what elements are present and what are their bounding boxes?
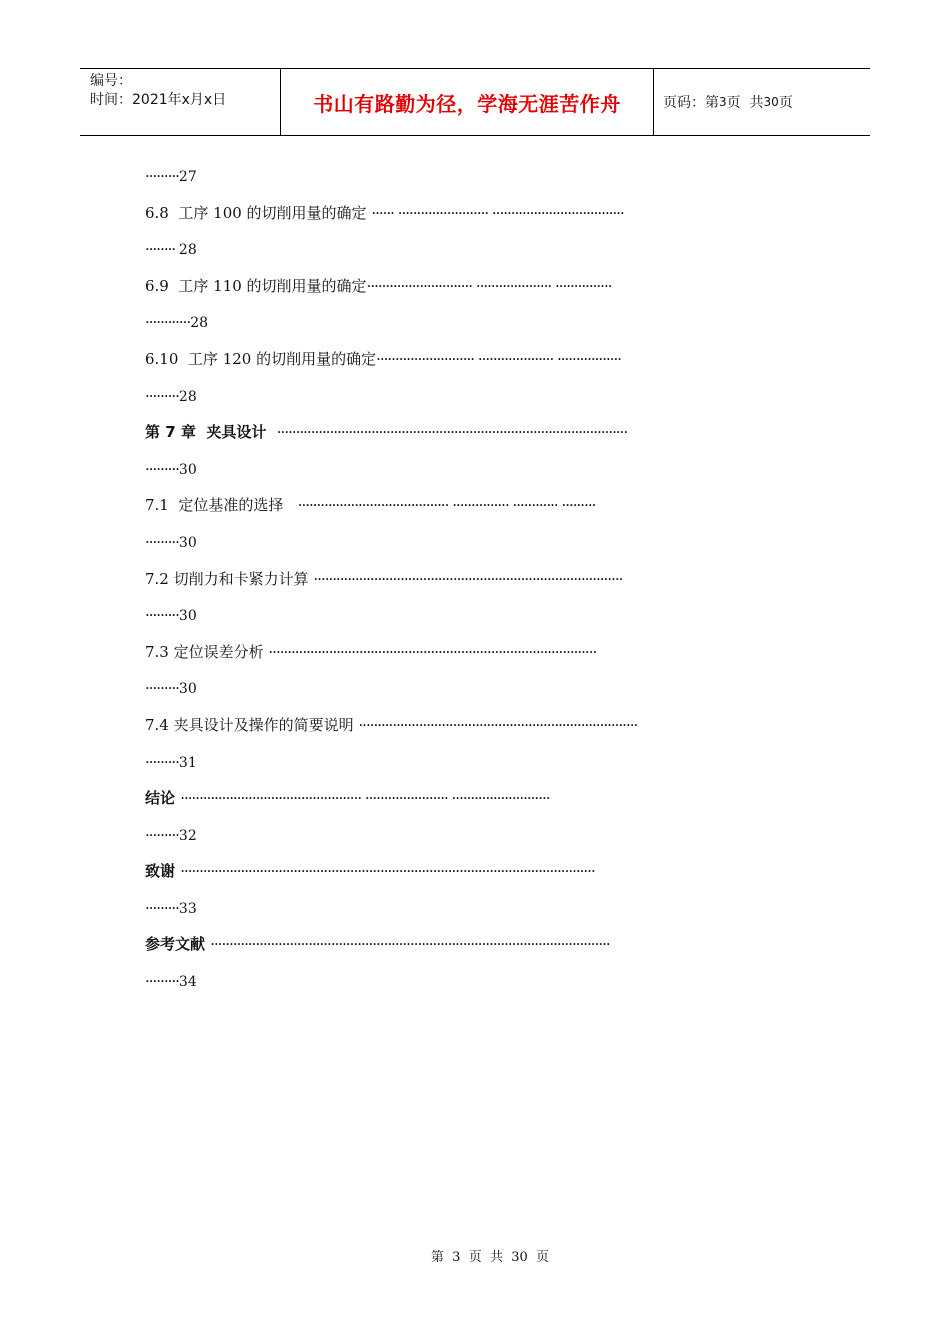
toc-leader-dots: ········· (145, 679, 179, 698)
toc-page-number: 33 (178, 900, 197, 917)
table-of-contents (145, 158, 807, 1000)
toc-entry-title: 致谢 (145, 862, 181, 881)
toc-line (145, 304, 807, 341)
toc-line (145, 341, 807, 378)
toc-line (145, 780, 807, 817)
toc-entry-title: 7.4 夹具设计及操作的简要说明 (145, 715, 359, 734)
toc-leader-dots: ········· (145, 459, 179, 478)
toc-leader-dots: ············ (145, 313, 191, 332)
toc-leader-dots: ········· (145, 972, 179, 991)
toc-leader-dots: ········· (145, 825, 179, 844)
toc-line (145, 817, 807, 854)
toc-entry-title: 6.8 工序 100 的切削用量的确定 (145, 203, 372, 222)
toc-line (145, 561, 807, 598)
toc-leader-dots: ········· (145, 606, 179, 625)
toc-line (145, 195, 807, 232)
toc-page-number: 34 (178, 974, 197, 991)
toc-leader-dots: ····························································································· (276, 423, 628, 442)
toc-leader-dots: ·············································································································· (180, 862, 595, 881)
toc-leader-dots: ·········································································································· (210, 935, 610, 954)
header-motto: 书山有路勤为径，学海无涯苦作舟 (313, 91, 621, 116)
toc-entry-title: 结论 (145, 789, 181, 808)
toc-leader-dots: ········· (145, 898, 179, 917)
toc-entry-title: 7.2 切削力和卡紧力计算 (145, 569, 314, 588)
toc-line (145, 634, 807, 671)
toc-line (145, 487, 807, 524)
page-footer: 第 3 页 共 30 页 (430, 1250, 550, 1265)
toc-page-number: 28 (178, 242, 197, 259)
toc-leader-dots: ········· (145, 752, 179, 771)
toc-line (145, 414, 807, 451)
page-mid: 页 共 (726, 95, 764, 111)
toc-leader-dots: ·········································································· (358, 715, 638, 734)
toc-line (145, 963, 807, 1000)
toc-line (145, 268, 807, 305)
toc-leader-dots: ········································ ··············· ············ ········· (297, 496, 596, 515)
toc-page-number: 28 (190, 315, 209, 332)
toc-page-number: 32 (178, 827, 197, 844)
header-motto-cell (281, 69, 654, 135)
toc-line (145, 451, 807, 488)
date-label: 时间：2021年x月x日 (90, 92, 227, 108)
page-suffix: 页 (778, 95, 793, 111)
toc-entry-title: 参考文献 (145, 935, 211, 954)
page-number: 3 (719, 95, 727, 109)
toc-entry-title: 6.10 工序 120 的切削用量的确定 (145, 349, 377, 368)
toc-leader-dots: ·················································································· (313, 569, 623, 588)
toc-line (145, 378, 807, 415)
page-prefix: 页码：第 (663, 95, 719, 111)
toc-line (145, 158, 807, 195)
toc-entry-title: 7.1 定位基准的选择 (145, 496, 298, 515)
toc-page-number: 30 (178, 461, 197, 478)
toc-line (145, 707, 807, 744)
page-header (80, 68, 870, 136)
toc-leader-dots: ········ (145, 240, 179, 259)
toc-page-number: 30 (178, 534, 197, 551)
toc-line (145, 853, 807, 890)
toc-line (145, 597, 807, 634)
toc-leader-dots: ········· (145, 167, 179, 185)
header-meta-cell (80, 69, 281, 135)
toc-page-number: 30 (178, 608, 197, 625)
header-page-cell (654, 69, 870, 135)
toc-leader-dots: ···························· ···················· ··············· (366, 276, 612, 295)
toc-leader-dots: ········· (145, 386, 179, 405)
toc-page-number: 30 (178, 681, 197, 698)
toc-line (145, 524, 807, 561)
toc-line (145, 670, 807, 707)
toc-entry-title: 第 7 章 夹具设计 (145, 423, 277, 442)
toc-line (145, 744, 807, 781)
toc-page-number: 31 (178, 754, 197, 771)
number-label: 编号： (90, 73, 132, 89)
toc-line (145, 926, 807, 963)
toc-line (145, 231, 807, 268)
toc-leader-dots: ················································ ······················ ·························· (180, 789, 550, 808)
toc-leader-dots: ·························· ···················· ················· (376, 349, 622, 368)
page-total: 30 (763, 95, 779, 109)
toc-entry-title: 7.3 定位误差分析 (145, 642, 269, 661)
toc-leader-dots: ······················································································· (268, 642, 597, 661)
toc-page-number: 28 (178, 388, 197, 405)
toc-entry-title: 6.9 工序 110 的切削用量的确定 (145, 276, 367, 295)
toc-leader-dots: ········· (145, 532, 179, 551)
toc-line (145, 890, 807, 927)
toc-leader-dots: ······ ························ ··································· (371, 203, 624, 222)
toc-page-number: 27 (178, 169, 197, 185)
